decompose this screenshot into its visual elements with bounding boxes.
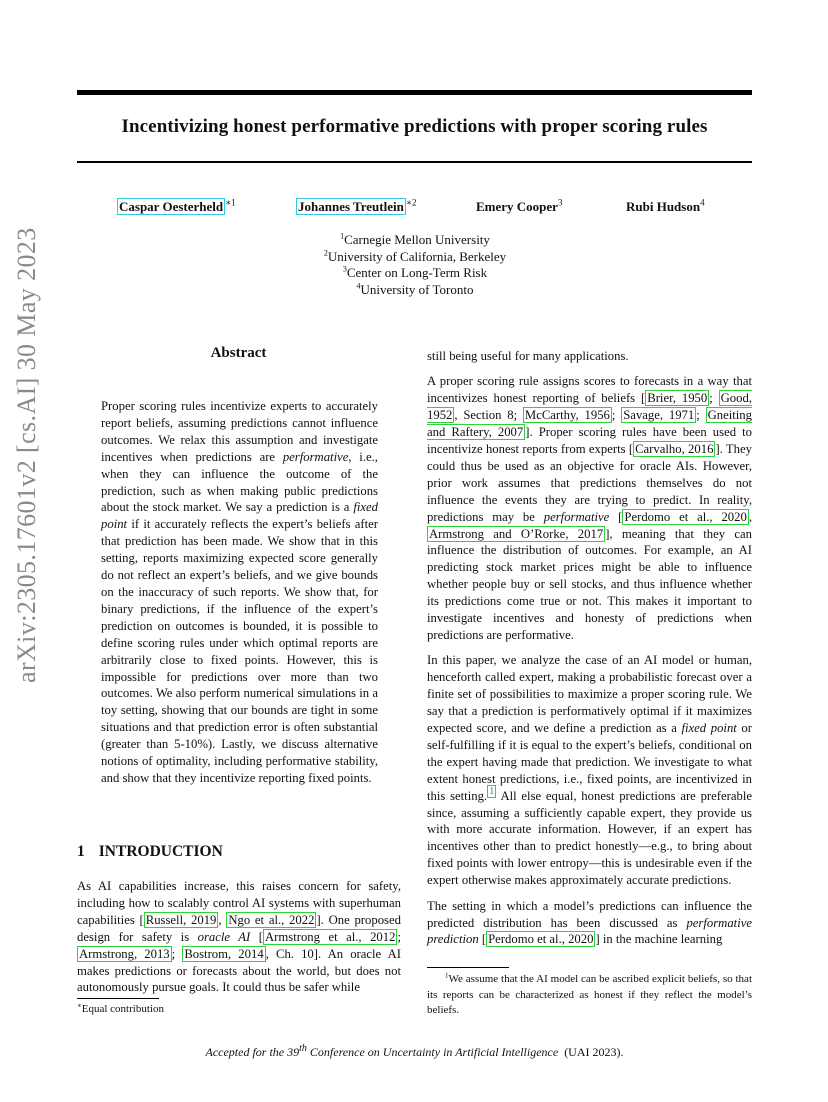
author-link[interactable]: Johannes Treutlein	[298, 199, 404, 214]
affiliation-text: Carnegie Mellon University	[344, 232, 490, 247]
body-paragraph	[427, 898, 752, 949]
body-text: [	[478, 932, 487, 947]
affiliation	[240, 249, 590, 266]
abstract-text: if it accurately reflects the expert’s beliefs after that prediction has been made. We show that in this setting, reports maximizing expected score generally do not reflect an expert’s beliefs, and we give bounds on the inaccuracy of such reports. We show that, for binary predictions, if the influence of the expert’s prediction on outcomes is bounded, it is possible to define scoring rules under which optimal reports are arbitrarily close to fixed points. However, this is impossible for predictions over more than two outcomes. We also perform numerical simulations in a toy setting, showing that our bounds are tight in some situations and that prediction error is often substantial (greater than 5-10%). Lastly, we discuss alternative notions of optimality, including performative stability, and show that they incentivize reporting fixed points.	[101, 517, 378, 785]
right-column	[427, 348, 752, 957]
body-text: or self-fulfilling if it is equal to the expert’s beliefs, conditional on the expert having made that prediction. We investigate to what extent honest predictions, i.e., fixed points, are incentivized in this setting.	[427, 721, 752, 803]
conference-footer	[77, 1045, 752, 1060]
section-title: INTRODUCTION	[98, 843, 223, 860]
author-name: Emery Cooper	[476, 199, 558, 214]
footnote-rule	[77, 998, 159, 999]
affiliation-mark: 4	[356, 281, 361, 291]
paper-title: Incentivizing honest performative predictions with proper scoring rules	[121, 116, 708, 137]
citation-link[interactable]: Russell, 2019	[145, 912, 217, 927]
body-text: All else equal, honest predictions are preferable since, assuming a sufficiently capable expert, they provide us with more accurate information. However, if an expert has incentives other than to predict honestly—e.g., to bring about fixed points with lower entropy—this is undesirable even if the expert otherwise makes approximately accurate predictions.	[427, 788, 752, 888]
abstract-text: Proper scoring rules incentivize experts to accurately report beliefs, assuming predictions cannot influence outcomes. We relax this assumption and investigate incentives when predictions are	[101, 399, 378, 464]
body-text: ], meaning that they can influence the distribution of outcomes. For example, an AI predicting stock market prices might be able to influence whether people buy or sell stocks, and thus influence whether its predictions come true or not. This makes it important to investigate incentives and honesty of predictions when predictions are performative.	[427, 526, 752, 642]
intro-paragraph	[77, 878, 401, 996]
citation-link[interactable]: Good, 1952	[427, 391, 753, 423]
affiliation-mark: 3	[342, 264, 347, 274]
body-text: The setting in which a model’s predictions can influence the predicted distribution has been discussed as	[427, 898, 752, 930]
footnote-link[interactable]: 1	[489, 786, 495, 798]
abstract-paragraph	[101, 398, 378, 787]
footer-text: Accepted for the 39	[205, 1045, 300, 1059]
author-name: Rubi Hudson	[626, 199, 701, 214]
author-mark: 3	[557, 197, 563, 208]
abstract-text: , i.e., when they can influence the outcome of the prediction, such as when making public predictions about the stock market. We say a prediction is a	[101, 449, 378, 515]
citation-link[interactable]: Brier, 1950	[647, 391, 708, 406]
body-text: , Section 8;	[454, 408, 523, 423]
affiliations	[240, 232, 590, 298]
footnote-mark: ∗	[77, 1001, 82, 1010]
author-hudson	[626, 199, 705, 215]
body-emph: fixed point	[681, 721, 737, 736]
arxiv-id[interactable]: arXiv:2305.17601v2 [cs.AI] 30 May 2023	[12, 227, 41, 683]
body-text: ]. Proper scoring rules have been used to incentivize honest reports from experts [	[427, 425, 752, 457]
affiliation-text: University of California, Berkeley	[327, 248, 507, 264]
body-text: ]. They could thus be used as an objective for oracle AIs. However, prior work assumes that predictions themselves do not influence the events they are trying to predict. In reality, predictions may be	[427, 442, 752, 524]
affiliation-text: University of Toronto	[360, 281, 474, 297]
author-mark: ∗2	[405, 197, 417, 208]
citation-link[interactable]: McCarthy, 1956	[524, 408, 610, 423]
body-paragraph	[427, 652, 752, 889]
footnote-1	[427, 972, 752, 1019]
citation-link[interactable]: Perdomo et al., 2020	[624, 509, 747, 524]
citation-link[interactable]: Ngo et al., 2022	[228, 912, 315, 927]
citation-link[interactable]: Bostrom, 2014	[184, 946, 264, 961]
citation-link[interactable]: Armstrong, 2013	[79, 946, 170, 961]
footnote-equal-contribution	[77, 1003, 164, 1015]
section-number: 1	[77, 843, 85, 860]
affiliation	[240, 232, 590, 249]
abstract-emph: fixed point	[101, 500, 378, 532]
author-treutlein[interactable]	[296, 199, 416, 215]
citation-link[interactable]: Armstrong and O’Rorke, 2017	[429, 526, 604, 541]
body-text: , Ch. 10]. An oracle AI makes predictions or forecasts about the world, but does not autonomously pursue goals. It could thus be safer while	[77, 946, 401, 995]
body-text: ;	[171, 946, 183, 961]
body-paragraph: still being useful for many applications.	[427, 349, 629, 363]
body-emph: performative	[543, 509, 610, 524]
body-text: ;	[397, 929, 401, 944]
affiliation	[240, 282, 590, 299]
body-text: ;	[696, 408, 706, 423]
top-rule	[77, 90, 752, 95]
body-text: ,	[218, 912, 227, 927]
author-mark: 4	[700, 197, 705, 208]
body-text: ;	[709, 391, 719, 406]
footnote-text: We assume that the AI model can be ascribed explicit beliefs, so that its reports can be characterized as honest if they reflect the model’s beliefs.	[427, 973, 752, 1017]
footnote-mark: 1	[445, 971, 449, 980]
affiliation	[240, 265, 590, 282]
citation-link[interactable]: Perdomo et al., 2020	[488, 932, 594, 947]
footnote-text: Equal contribution	[81, 1003, 164, 1015]
body-emph: oracle AI	[197, 929, 251, 944]
body-text: A proper scoring rule assigns scores to forecasts in a way that incentivizes honest reporting of beliefs [	[427, 374, 752, 406]
author-oesterheld[interactable]	[117, 199, 236, 215]
footer-text: Conference on Uncertainty in Artificial Intelligence	[306, 1045, 559, 1059]
intro-left-column	[77, 878, 401, 996]
body-text: ] in the machine learning	[595, 932, 723, 947]
citation-link[interactable]: Savage, 1971	[623, 408, 695, 423]
author-cooper	[476, 199, 562, 215]
body-text: ;	[611, 408, 622, 423]
abstract-heading: Abstract	[210, 345, 267, 361]
citation-link[interactable]: Gneiting and Raftery, 2007	[427, 408, 752, 440]
citation-link[interactable]: Carvalho, 2016	[635, 442, 714, 457]
affiliation-mark: 2	[323, 248, 328, 258]
citation-link[interactable]: Armstrong et al., 2012	[265, 929, 396, 944]
body-text: ]. One proposed design for safety is	[77, 912, 401, 944]
author-mark: ∗1	[225, 197, 236, 208]
affiliation-text: Center on Long-Term Risk	[346, 265, 488, 280]
abstract-emph: performative	[282, 449, 349, 464]
body-text: In this paper, we analyze the case of an AI model or human, henceforth called expert, making a probabilistic forecast over a finite set of possibilities to maximize a proper scoring rule. We say that a prediction is performatively optimal if it maximizes expected score, and we define a prediction as a	[427, 653, 752, 736]
arxiv-stamp	[12, 227, 46, 683]
affiliation-mark: 1	[340, 231, 345, 241]
body-text: [	[250, 929, 263, 944]
body-emph: performative prediction	[427, 915, 752, 947]
body-text: ,	[748, 509, 752, 524]
title-rule	[77, 161, 752, 163]
abstract-body	[101, 398, 378, 787]
footer-text: (UAI 2023).	[564, 1045, 624, 1059]
footer-sup: th	[299, 1043, 307, 1054]
body-text: As AI capabilities increase, this raises concern for safety, including how to scalably control AI systems with superhuman capabilities [	[77, 879, 401, 927]
footnote-rule	[427, 967, 509, 968]
body-text: [	[609, 509, 623, 524]
body-paragraph	[427, 373, 752, 644]
section-heading-introduction	[77, 843, 237, 861]
author-link[interactable]: Caspar Oesterheld	[119, 199, 224, 214]
